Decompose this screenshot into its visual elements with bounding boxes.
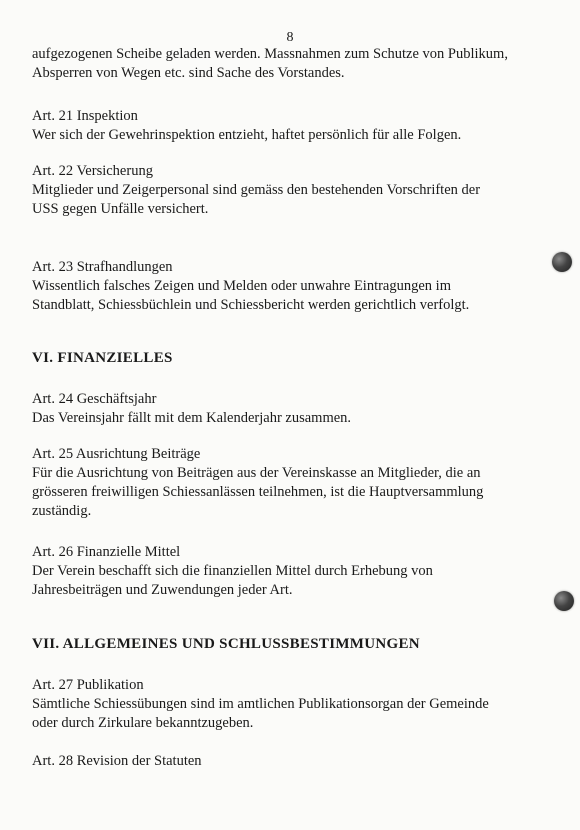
article-25 — [32, 445, 552, 521]
punch-hole-icon — [554, 591, 574, 611]
text-line: Jahresbeiträgen und Zuwendungen jeder Art. — [32, 582, 293, 598]
section-heading-allgemeines: VII. ALLGEMEINES UND SCHLUSSBESTIMMUNGEN — [32, 636, 420, 652]
text-line: oder durch Zirkulare bekanntzugeben. — [32, 715, 254, 731]
article-26 — [32, 543, 552, 600]
section-heading-finanzielles: VI. FINANZIELLES — [32, 350, 173, 366]
article-28 — [32, 752, 552, 771]
article-27 — [32, 676, 552, 733]
article-24 — [32, 390, 552, 428]
text-line: Absperren von Wegen etc. sind Sache des Vorstandes. — [32, 65, 345, 81]
text-line: Der Verein beschafft sich die finanziellen Mittel durch Erhebung von — [32, 563, 433, 579]
article-title: Art. 28 Revision der Statuten — [32, 753, 202, 769]
article-title: Art. 22 Versicherung — [32, 163, 153, 179]
article-title: Art. 21 Inspektion — [32, 108, 138, 124]
text-line: Für die Ausrichtung von Beiträgen aus der Vereinskasse an Mitglieder, die an — [32, 465, 481, 481]
text-line: Wer sich der Gewehrinspektion entzieht, haftet persönlich für alle Folgen. — [32, 127, 462, 143]
text-line: aufgezogenen Scheibe geladen werden. Massnahmen zum Schutze von Publikum, — [32, 46, 508, 62]
article-21 — [32, 107, 552, 145]
text-line: zuständig. — [32, 503, 92, 519]
text-line: Standblatt, Schiessbüchlein und Schiessbericht werden gerichtlich verfolgt. — [32, 297, 470, 313]
article-23 — [32, 258, 552, 315]
article-title: Art. 24 Geschäftsjahr — [32, 391, 157, 407]
article-title: Art. 27 Publikation — [32, 677, 144, 693]
article-title: Art. 25 Ausrichtung Beiträge — [32, 446, 201, 462]
article-title: Art. 26 Finanzielle Mittel — [32, 544, 181, 560]
text-line: Sämtliche Schiessübungen sind im amtlichen Publikationsorgan der Gemeinde — [32, 696, 489, 712]
text-line: Das Vereinsjahr fällt mit dem Kalenderjahr zusammen. — [32, 410, 352, 426]
text-line: Mitglieder und Zeigerpersonal sind gemäss den bestehenden Vorschriften der — [32, 182, 481, 198]
punch-hole-icon — [552, 252, 572, 272]
article-22 — [32, 162, 552, 219]
page-number: 8 — [286, 30, 294, 45]
article-title: Art. 23 Strafhandlungen — [32, 259, 173, 275]
text-line: USS gegen Unfälle versichert. — [32, 201, 209, 217]
text-line: Wissentlich falsches Zeigen und Melden oder unwahre Eintragungen im — [32, 278, 451, 294]
continuation-paragraph — [32, 45, 552, 83]
text-line: grösseren freiwilligen Schiessanlässen teilnehmen, ist die Hauptversammlung — [32, 484, 484, 500]
